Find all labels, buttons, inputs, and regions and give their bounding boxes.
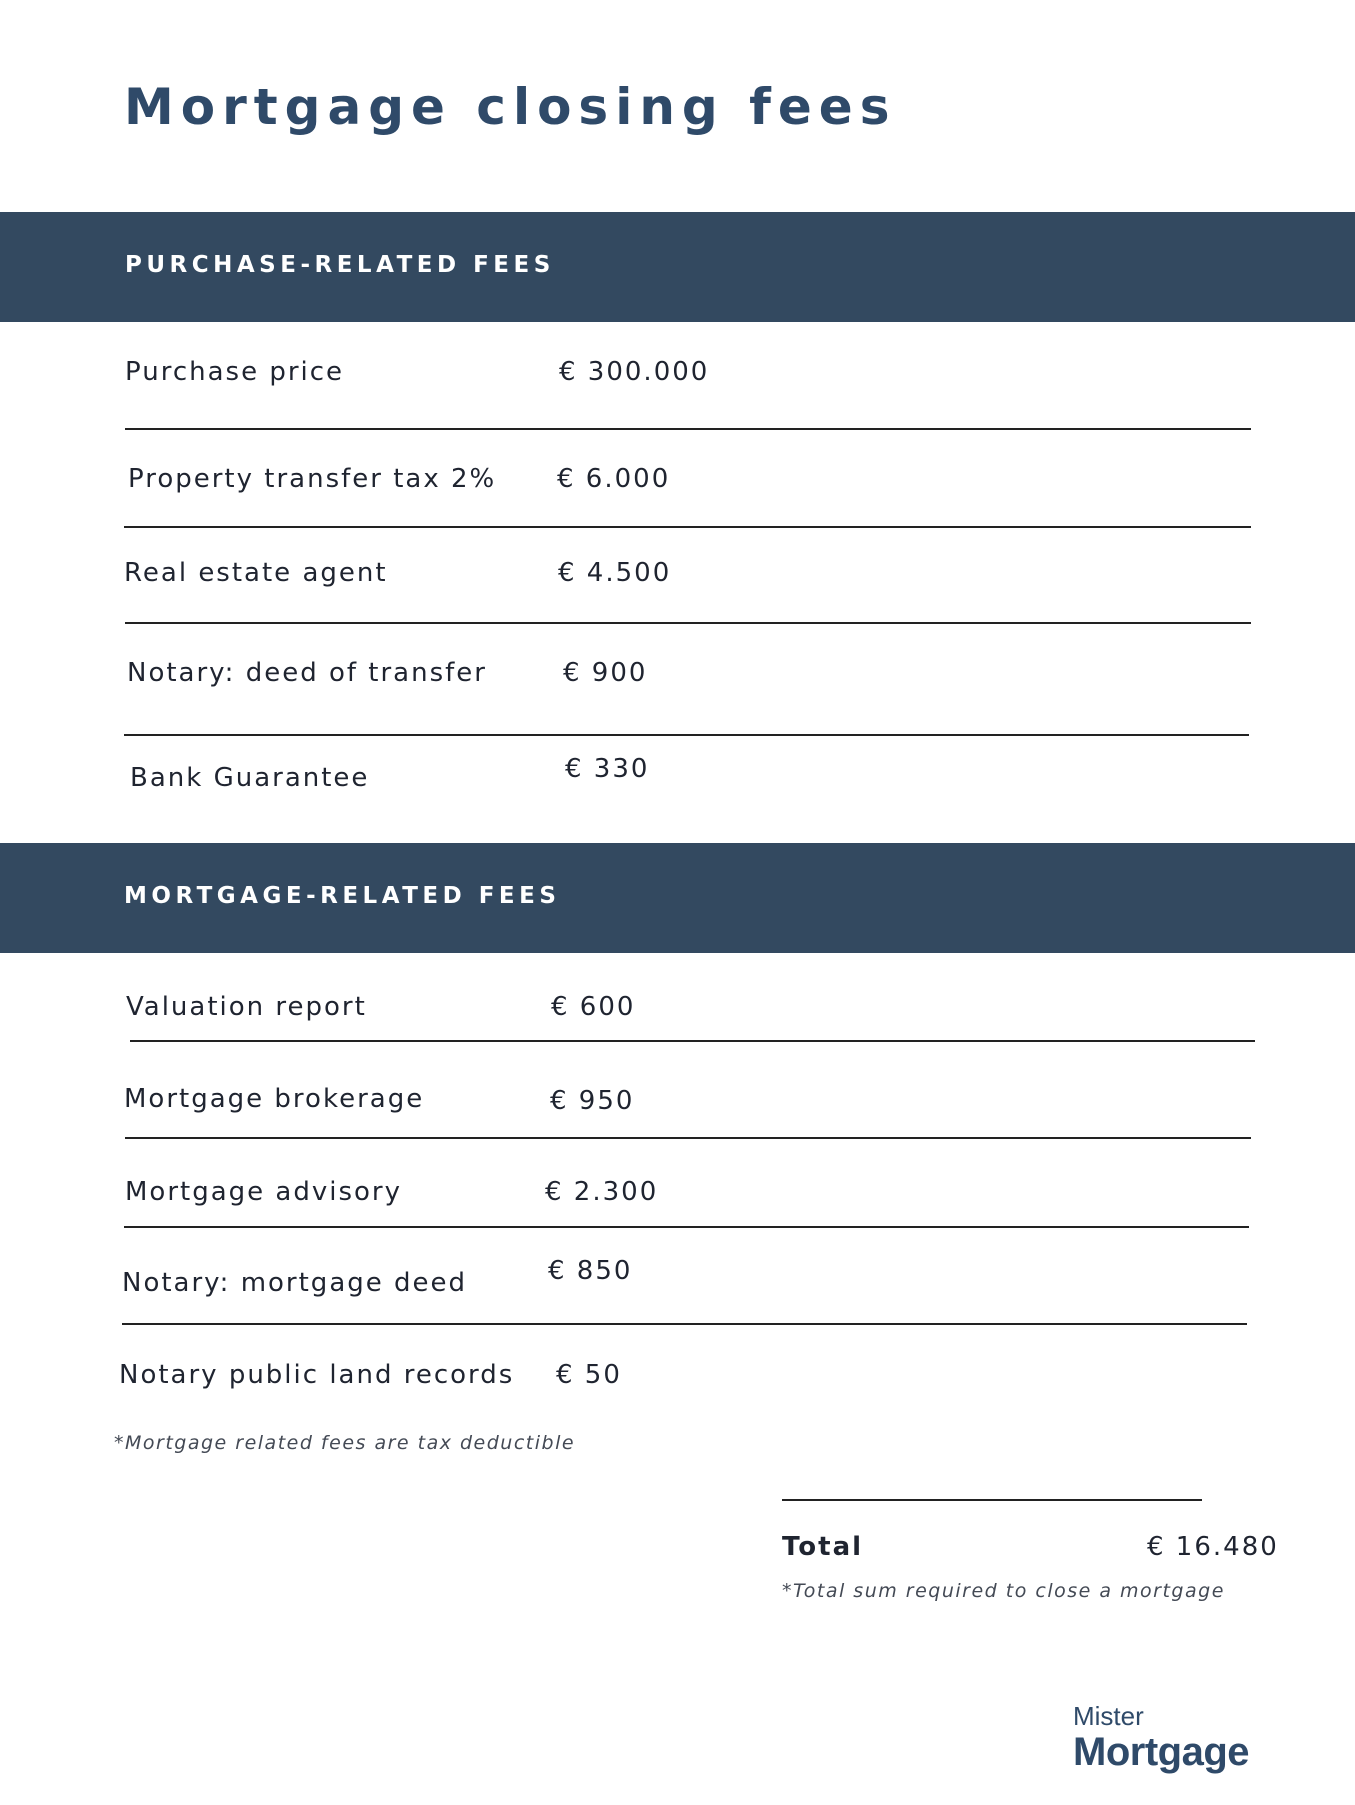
total-label: Total [782,1532,864,1562]
fee-label: Notary: deed of transfer [127,658,487,688]
total-note: *Total sum required to close a mortgage [782,1580,1225,1602]
row-divider [125,622,1251,624]
fee-label: Valuation report [126,992,367,1022]
page-title: Mortgage closing fees [124,78,897,136]
fee-label: Notary: mortgage deed [122,1268,468,1298]
fee-value: € 600 [551,992,636,1022]
fee-value: € 950 [550,1086,635,1116]
total-divider [782,1499,1202,1501]
fee-label: Purchase price [125,357,345,387]
row-divider [125,428,1251,430]
tax-deductible-note: *Mortgage related fees are tax deductible [114,1432,576,1454]
fee-label: Real estate agent [124,558,388,588]
fee-label: Notary public land records [119,1360,515,1390]
fee-value: € 2.300 [545,1177,659,1207]
fee-label: Bank Guarantee [130,763,370,793]
row-divider [130,1040,1255,1042]
purchase-section-header [0,212,1355,322]
purchase-section-title: PURCHASE-RELATED FEES [125,252,555,278]
fee-value: € 900 [563,658,648,688]
total-value: € 16.480 [1147,1532,1279,1562]
row-divider [124,526,1251,528]
fee-label: Mortgage brokerage [124,1084,425,1114]
row-divider [124,1226,1249,1228]
mortgage-section-title: MORTGAGE-RELATED FEES [124,883,561,909]
row-divider [125,1137,1251,1139]
fee-value: € 6.000 [557,464,671,494]
mister-mortgage-logo [1073,1702,1249,1774]
fee-label: Mortgage advisory [125,1177,403,1207]
row-divider [124,734,1249,736]
fee-label: Property transfer tax 2% [128,464,497,494]
mortgage-section-header [0,843,1355,953]
fee-value: € 300.000 [559,357,710,387]
fee-value: € 330 [565,754,650,784]
logo-line-1: Mister [1073,1701,1144,1731]
row-divider [122,1323,1247,1325]
fee-value: € 850 [548,1256,633,1286]
fee-value: € 4.500 [558,558,672,588]
fee-value: € 50 [556,1360,622,1390]
logo-line-2: Mortgage [1073,1730,1249,1774]
